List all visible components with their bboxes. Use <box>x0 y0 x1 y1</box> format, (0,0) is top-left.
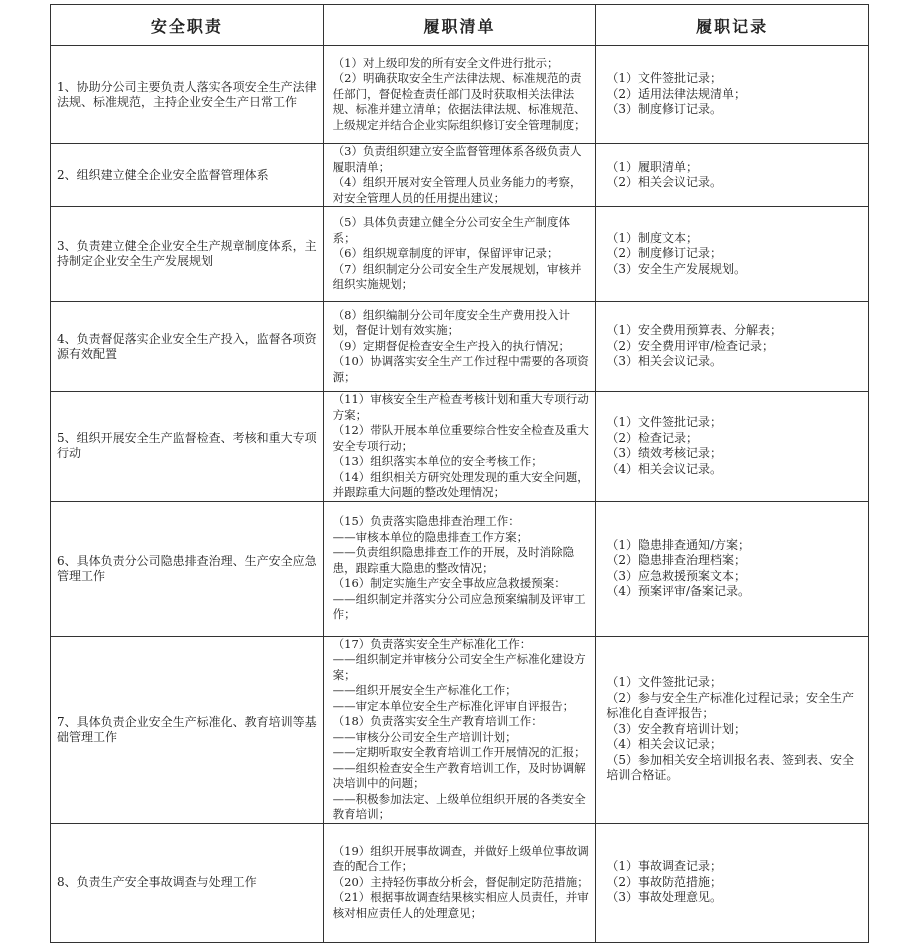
checklist-item: （15）负责落实隐患排查治理工作： <box>332 514 520 529</box>
record-item: （3）事故处理意见。 <box>606 890 722 905</box>
record-item: （2）检查记录； <box>606 430 698 445</box>
record-item: （1）文件签批记录； <box>606 71 722 86</box>
record-item: （2）参与安全生产标准化过程记录；安全生产标准化自查评报告； <box>606 690 854 721</box>
record-item: （1）文件签批记录； <box>606 675 722 690</box>
records-cell <box>596 302 869 392</box>
records-cell <box>596 636 869 823</box>
record-item: （3）应急救援预案文本； <box>606 568 746 583</box>
checklist-item: （5）具体负责建立健全分公司安全生产制度体系； <box>332 215 570 245</box>
checklist-item: ——定期听取安全教育培训工作开展情况的汇报； <box>332 745 586 759</box>
checklist-item: （16）制定实施生产安全事故应急救援预案： <box>332 576 566 591</box>
record-item: （1）隐患排查通知/方案； <box>606 537 750 552</box>
checklist-item: （7）组织制定分公司安全生产发展规划，审核并组织实施规划； <box>332 261 582 292</box>
duty-cell: 5、组织开展安全生产监督检查、考核和重大专项行动 <box>51 392 324 502</box>
records-cell <box>596 501 869 636</box>
record-item: （4）相关会议记录； <box>606 737 722 752</box>
duty-cell: 4、负责督促落实企业安全生产投入，监督各项资源有效配置 <box>51 302 324 392</box>
table-row <box>51 636 869 823</box>
header-records: 履职记录 <box>596 5 869 46</box>
record-item: （3）制度修订记录。 <box>606 102 722 117</box>
table-row <box>51 392 869 502</box>
table-header-row <box>51 5 869 46</box>
record-item: （3）安全教育培训计划； <box>606 721 746 736</box>
table-row <box>51 823 869 942</box>
checklist-item: （21）根据事故调查结果核实相应人员责任，并审核对相应责任人的处理意见； <box>332 890 589 920</box>
duty-cell: 3、负责建立健全企业安全生产规章制度体系，主持制定企业安全生产发展规划 <box>51 207 324 302</box>
checklist-item: （11）审核安全生产检查考核计划和重大专项行动方案； <box>332 392 589 422</box>
checklist-item: ——组织开展安全生产标准化工作； <box>332 683 517 697</box>
checklist-cell <box>323 207 596 302</box>
checklist-cell <box>323 392 596 502</box>
record-item: （5）参加相关安全培训报名表、签到表、安全培训合格证。 <box>606 752 854 783</box>
checklist-cell <box>323 46 596 144</box>
header-checklist: 履职清单 <box>323 5 596 46</box>
checklist-item: （10）协调落实安全生产工作过程中需要的各项资源； <box>332 354 589 384</box>
checklist-item: （1）对上级印发的所有安全文件进行批示； <box>332 55 559 70</box>
records-cell <box>596 46 869 144</box>
table-row <box>51 46 869 144</box>
duty-table <box>50 4 869 943</box>
checklist-item: ——审核分公司安全生产培训计划； <box>332 729 517 744</box>
checklist-cell <box>323 501 596 636</box>
checklist-cell <box>323 823 596 942</box>
checklist-item: ——负责组织隐患排查工作的开展，及时消除隐患，跟踪重大隐患的整改情况； <box>332 545 575 575</box>
checklist-item: ——组织制定并落实分公司应急预案编制及评审工作； <box>332 591 586 622</box>
records-cell <box>596 207 869 302</box>
checklist-item: ——组织检查安全生产教育培训工作，及时协调解决培训中的问题； <box>332 760 586 790</box>
record-item: （3）安全生产发展规划。 <box>606 261 746 276</box>
table-row <box>51 501 869 636</box>
checklist-item: ——组织制定并审核分公司安全生产标准化建设方案； <box>332 652 586 682</box>
checklist-item: （14）组织相关方研究处理发现的重大安全问题，并跟踪重大问题的整改处理情况； <box>332 469 589 499</box>
record-item: （3）绩效考核记录； <box>606 446 722 461</box>
checklist-item: （17）负责落实安全生产标准化工作： <box>332 636 532 651</box>
records-cell <box>596 823 869 942</box>
checklist-item: （8）组织编制分公司年度安全生产费用投入计划，督促计划有效实施； <box>332 307 570 338</box>
record-item: （2）制度修订记录； <box>606 246 722 261</box>
checklist-item: （13）组织落实本单位的安全考核工作； <box>332 454 543 468</box>
record-item: （1）事故调查记录； <box>606 859 722 874</box>
table-row <box>51 144 869 207</box>
record-item: （2）相关会议记录。 <box>606 175 722 189</box>
record-item: （2）适用法律法规清单； <box>606 86 746 101</box>
checklist-item: （19）组织开展事故调查，并做好上级单位事故调查的配合工作； <box>332 843 589 874</box>
checklist-item: ——积极参加法定、上级单位组织开展的各类安全教育培训； <box>332 791 586 821</box>
checklist-item: （4）组织开展对安全管理人员业务能力的考察，对安全管理人员的任用提出建议； <box>332 175 582 205</box>
records-cell <box>596 392 869 502</box>
table-row <box>51 207 869 302</box>
record-item: （2）安全费用评审/检查记录； <box>606 338 774 353</box>
record-item: （2）隐患排查治理档案； <box>606 553 746 567</box>
checklist-item: ——审核本单位的隐患排查工作方案； <box>332 529 529 544</box>
record-item: （1）安全费用预算表、分解表； <box>606 323 782 338</box>
checklist-item: （3）负责组织建立安全监督管理体系各级负责人履职清单； <box>332 144 582 174</box>
duty-cell: 2、组织建立健全企业安全监督管理体系 <box>51 144 324 207</box>
record-item: （1）制度文本； <box>606 230 698 245</box>
checklist-item: （20）主持轻伤事故分析会，督促制定防范措施； <box>332 874 589 889</box>
checklist-item: ——审定本单位安全生产标准化评审自评报告； <box>332 698 575 713</box>
checklist-item: （9）定期督促检查安全生产投入的执行情况； <box>332 338 570 353</box>
checklist-cell <box>323 144 596 207</box>
duty-cell: 1、协助分公司主要负责人落实各项安全生产法律法规、标准规范，主持企业安全生产日常工作 <box>51 46 324 144</box>
checklist-item: （18）负责落实安全生产教育培训工作： <box>332 714 543 728</box>
duty-cell: 6、具体负责分公司隐患排查治理、生产安全应急管理工作 <box>51 501 324 636</box>
checklist-item: （6）组织规章制度的评审，保留评审记录； <box>332 246 559 261</box>
duty-cell: 8、负责生产安全事故调查与处理工作 <box>51 823 324 942</box>
record-item: （4）相关会议记录。 <box>606 461 722 476</box>
table-body <box>51 46 869 943</box>
record-item: （2）事故防范措施； <box>606 874 722 889</box>
duty-cell: 7、具体负责企业安全生产标准化、教育培训等基础管理工作 <box>51 636 324 823</box>
header-duty: 安全职责 <box>51 5 324 46</box>
checklist-item: （12）带队开展本单位重要综合性安全检查及重大安全专项行动； <box>332 423 589 453</box>
record-item: （1）履职清单； <box>606 159 698 174</box>
table-row <box>51 302 869 392</box>
record-item: （1）文件签批记录； <box>606 415 722 430</box>
record-item: （4）预案评审/备案记录。 <box>606 584 750 598</box>
checklist-cell <box>323 636 596 823</box>
record-item: （3）相关会议记录。 <box>606 354 722 369</box>
checklist-item: （2）明确获取安全生产法律法规、标准规范的责任部门，督促检查责任部门及时获取相关法律法规、标准并建立清单；依据法律法规、标准规范、上级规定并结合企业实际组织修订安全管理制度； <box>332 71 586 132</box>
records-cell <box>596 144 869 207</box>
checklist-cell <box>323 302 596 392</box>
